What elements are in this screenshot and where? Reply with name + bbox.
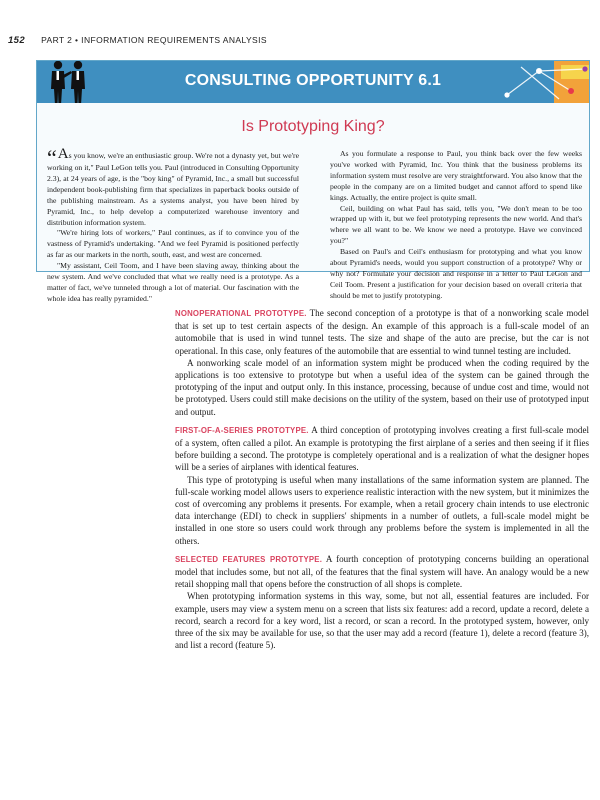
section-heading: NONOPERATIONAL PROTOTYPE. [175,309,307,318]
body-text: A third conception of prototyping involves creating a first full-scale model of a system, often called a pilot. An example is prototyping the first airplane of a series and then seeing if it flies before building a second. The prototype is completely operational and is a realization of what the designer hopes will be a series of airplanes with identical features. [175,424,589,473]
case-left-column [47,145,299,305]
body-text: A fourth conception of prototyping concerns building an operational model that includes some, but not all, of the features that the final system will have. An analogy would be a new retail shopping mall that opens before the construction of all shops is complete. [175,553,589,590]
section-selected-features [175,553,589,591]
consulting-opportunity-box [36,60,590,303]
running-header [8,35,267,46]
case-paragraph: Ceil, building on what Paul has said, tells you, "We don't mean to be too wrapped up with it, but we feel prototyping represents the new world. And that's where we all want to be. We know we need a prototype. Have we convinced you?" [330,203,582,246]
page-number: 152 [8,35,26,46]
case-paragraph: As you formulate a response to Paul, you think back over the few weeks you've worked with Pyramid, Inc. You think that the business problems its information system must resolve are very straightforward. You also know that the people in the company are on a limited budget and cannot afford to spend like kings. Actually, the entire project is quite small. [330,149,582,202]
section-first-of-a-series [175,424,589,474]
box-title: Is Prototyping King? [241,118,385,135]
body-paragraph: When prototyping information systems in this way, some, but not all, essential features are included. For example, users may view a system menu on a screen that lists six features: add a record, update a record, delete a record, search a record for a key word, list a record, or scan a record. In the prototyped system, however, only three of the six may be available for use, so that the user may add a record (feature 1), delete a record (feature 3), and list a record (feature 5). [175,591,589,651]
section-nonoperational [175,307,589,357]
case-paragraph-text: s you know, we're an enthusiastic group. We're not a dynasty yet, but we're working on it," Paul LeGon tells you. Paul (introduced in Consulting Opportunity 2.3), at 24 years of age, is the "boy king" of Pyramid, Inc., a small but successful independent book-publishing firm that specializes in paperback books outside of the publishing mainstream. As a systems analyst, you have been hired by Pyramid, Inc., to help develop a computerized warehouse inventory and distribution information system. [47,151,299,227]
box-banner [37,61,589,103]
case-paragraph: "My assistant, Ceil Toom, and I have been slaving away, thinking about the new system. And we've concluded that what we really need is a prototype. As a matter of fact, we've tunneled through a lot of material. Our fascination with the whole idea has really pyramided." [47,261,299,303]
case-paragraph: “As you know, we're an enthusiastic group. We're not a dynasty yet, but we're working on it," Paul LeGon tells you. Paul (introduced in Consulting Opportunity 2.3), at 24 years of age, is the "boy king" of Pyramid, Inc., a small but successful independent book-publishing firm that specializes in paperback books outside of the publishing mainstream. As a systems analyst, you have been hired by Pyramid, Inc., to help develop a computerized warehouse inventory and distribution information system. [47,145,299,227]
case-paragraph: Based on Paul's and Ceil's enthusiasm for prototyping and what you know about Pyramid's needs, would you support construction of a prototype? Why or why not? Formulate your decision and response in a letter to Paul LeGon and Ceil Toom. Present a justification for your decision based on overall criteria that should be met to justify prototyping. [330,247,582,300]
case-right-column [330,149,582,302]
body-paragraph: This type of prototyping is useful when many installations of the same information system are planned. The full-scale working model allows users to experience realistic interaction with the new system, but it minimizes the cost of overcoming any problems it presents. For example, when a retail grocery chain intends to use electronic data interchange (EDI) to check in suppliers' shipments in a number of outlets, a full-scale model might be installed in one store so users could work through any problems before the system is implemented in all the others. [175,474,589,546]
drop-cap: A [57,146,69,162]
body-text: The second conception of a prototype is that of a nonworking scale model that is set up to test certain aspects of the design. An example of this approach is a full-scale model of an automobile that is used in wind tunnel tests. The size and shape of the auto are precise, but the car is not operational. In this case, only features of the automobile that are essential to wind tunnel testing are included. [175,308,589,356]
section-heading: SELECTED FEATURES PROTOTYPE. [175,554,323,564]
part-title: PART 2 • INFORMATION REQUIREMENTS ANALYSIS [41,35,267,45]
body-paragraph: A nonworking scale model of an information system might be produced when the coding required by the applications is too extensive to prototype but when a useful idea of the system can be gained through the prototyping of the input and output only. In this instance, processing, because of undue cost and time, would not be prototyped. Users could still make decisions on the utility of the system, based on their use of prototyped input and output. [175,357,589,417]
case-paragraph: "We're hiring lots of workers," Paul continues, as if to convince you of the vastness of Pyramid's undertaking. "And we feel Pyramid is positioned perfectly as far as our markets in the north, south, east, and west are concerned. [47,228,299,260]
box-label: CONSULTING OPPORTUNITY 6.1 [184,72,442,89]
network-graphic-icon [499,61,589,103]
main-text [175,307,589,651]
section-heading: FIRST-OF-A-SERIES PROTOTYPE. [175,425,309,435]
